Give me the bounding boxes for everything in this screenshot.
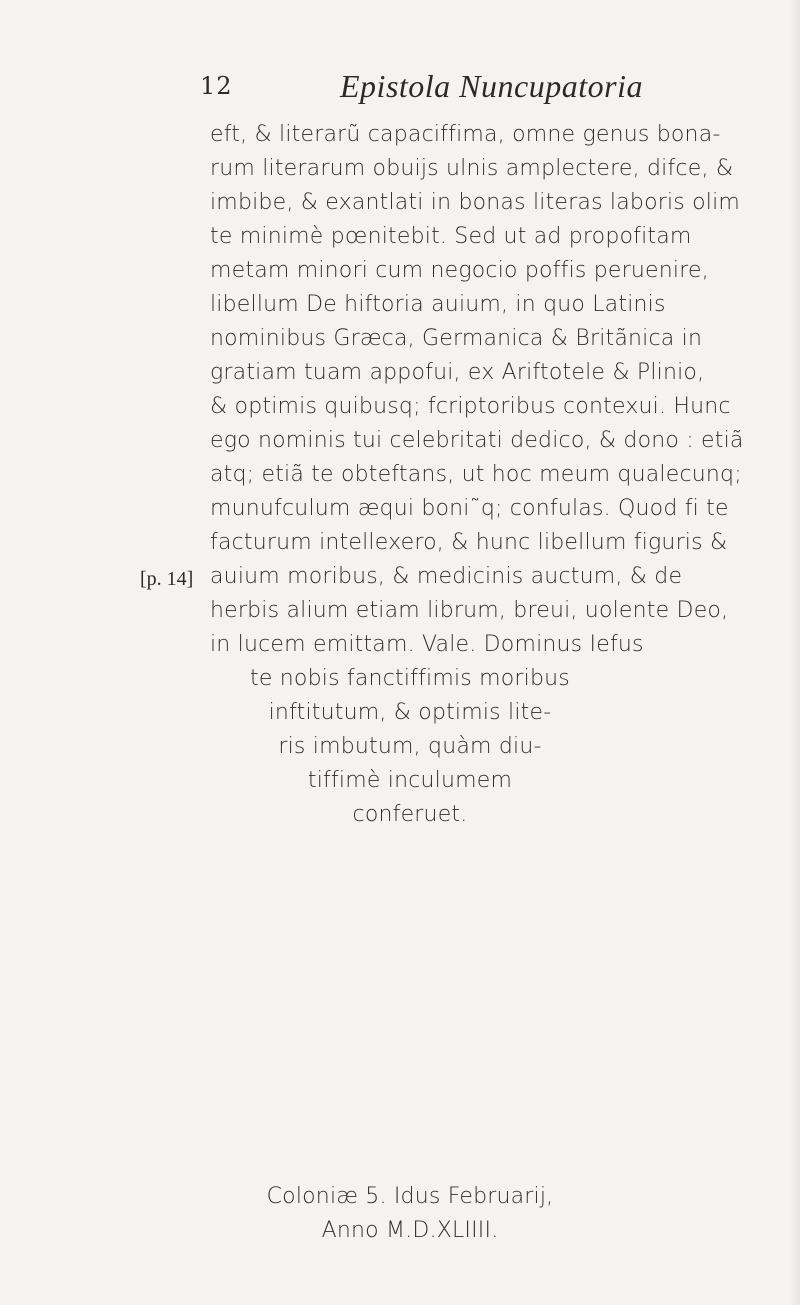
- text-line: ego nominis tui celebritati dedico, & dono : etiã: [210, 428, 744, 453]
- text-line: eft, & literarũ capaciffima, omne genus bona-: [210, 122, 721, 147]
- text-line: ris imbutum, quàm diu-: [278, 734, 542, 759]
- colophon: [210, 1180, 610, 1248]
- colophon-place-date: Coloniæ 5. Idus Februarij,: [266, 1184, 554, 1209]
- epistle-body: [210, 118, 744, 832]
- text-line: atq; etiã te obteftans, ut hoc meum qualecunq;: [210, 462, 742, 487]
- page-number: 12: [200, 72, 233, 100]
- text-line: munufculum æqui boni˜q; confulas. Quod fi te: [210, 496, 729, 521]
- text-line: libellum De hiftoria auium, in quo Latinis: [210, 292, 666, 317]
- text-line: gratiam tuam appofui, ex Ariftotele & Plinio,: [210, 360, 705, 385]
- text-line: in lucem emittam. Vale. Dominus Iefus: [210, 632, 644, 657]
- text-line: te nobis fanctiffimis moribus: [250, 666, 570, 691]
- text-line: metam minori cum negocio poffis peruenire,: [210, 258, 709, 283]
- text-line: rum literarum obuijs ulnis amplectere, difce, &: [210, 156, 734, 181]
- text-line: te minimè pœnitebit. Sed ut ad propofitam: [210, 224, 692, 249]
- text-line: herbis alium etiam librum, breui, uolente Deo,: [210, 598, 729, 623]
- text-line: nominibus Græca, Germanica & Britãnica in: [210, 326, 703, 351]
- text-line: & optimis quibusq; fcriptoribus contexui. Hunc: [210, 394, 731, 419]
- colophon-year: Anno M.D.XLIIII.: [321, 1218, 499, 1243]
- running-title: Epistola Nuncupatoria: [340, 68, 643, 104]
- text-line: facturum intellexero, & hunc libellum figuris &: [210, 530, 728, 555]
- text-line: conferuet.: [352, 802, 468, 827]
- text-line: auium moribus, & medicinis auctum, & de: [210, 564, 683, 589]
- text-line: inftitutum, & optimis lite-: [268, 700, 552, 725]
- text-line: imbibe, & exantlati in bonas literas laboris olim: [210, 190, 741, 215]
- text-line: tiffimè inculumem: [307, 768, 513, 793]
- page-edge-shadow: [790, 0, 800, 1305]
- margin-page-reference: [p. 14]: [140, 568, 194, 590]
- page-header: [0, 68, 800, 108]
